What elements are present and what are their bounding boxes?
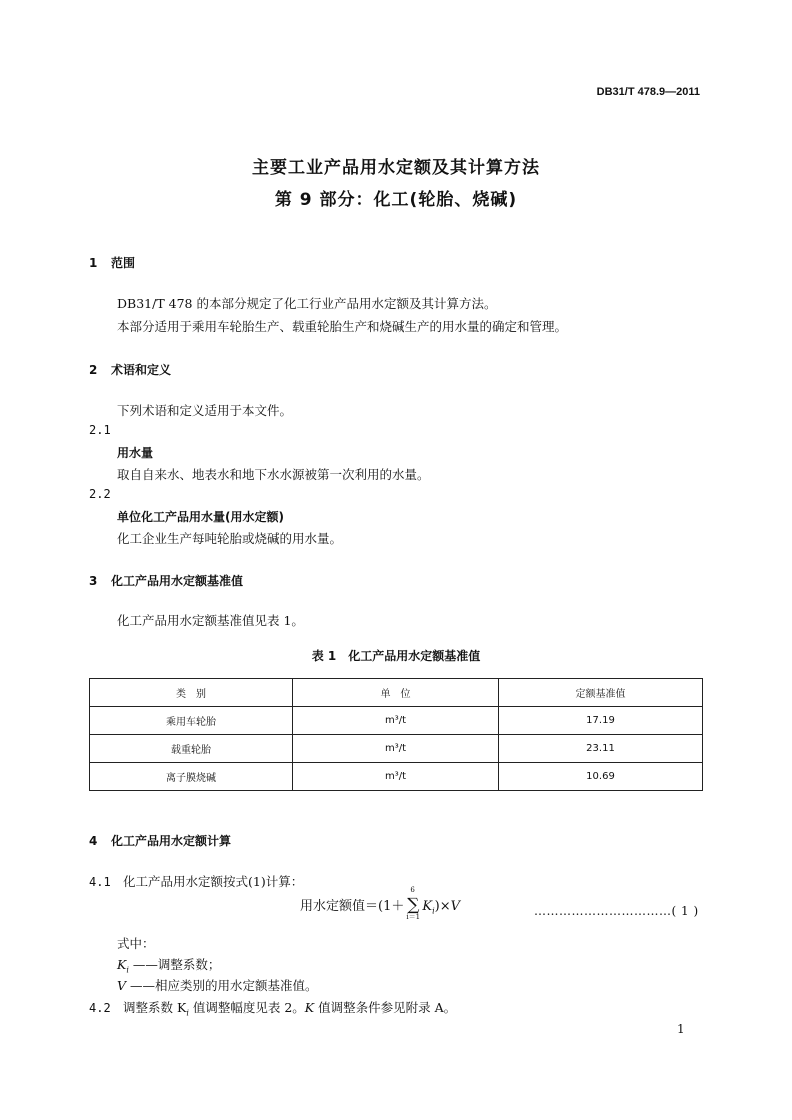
sum-lower-limit: i＝1: [406, 913, 421, 921]
section-1-heading: [89, 254, 135, 271]
section-1-paragraph-1: DB31/T 478 的本部分规定了化工行业产品用水定额及其计算方法。: [117, 296, 497, 311]
section-number: 2: [89, 363, 98, 377]
formula-rhs: )×: [434, 899, 451, 914]
symbol-k-sub: i: [126, 965, 129, 975]
symbol-k-definition: [117, 955, 220, 975]
table-cell: 17.19: [499, 707, 703, 735]
symbol-v-desc: ——相应类别的用水定额基准值。: [130, 978, 318, 993]
table-cell: 乘用车轮胎: [90, 707, 293, 735]
where-label: 式中：: [117, 936, 155, 951]
sum-upper-limit: 6: [410, 886, 415, 894]
formula-1: [300, 886, 460, 921]
table-row: [90, 707, 703, 735]
table-row: [90, 763, 703, 791]
summation: [404, 886, 422, 921]
table-header-cell: 类 别: [90, 679, 293, 707]
formula-term-sub: i: [432, 906, 435, 916]
table-cell: 10.69: [499, 763, 703, 791]
formula-lhs: 用水定额值＝(1＋: [300, 899, 405, 914]
section-title: 化工产品用水定额基准值: [111, 574, 244, 588]
clause-text-tail: 值调整条件参见附录 A。: [314, 1000, 457, 1015]
section-4-heading: [89, 832, 231, 849]
clause-4-1: [89, 872, 303, 890]
document-title-line1: 主要工业产品用水定额及其计算方法: [252, 158, 540, 178]
clause-text: 化工产品用水定额按式(1)计算：: [123, 874, 304, 889]
table-header-cell: 单 位: [293, 679, 499, 707]
clause-number: 4.2: [89, 1001, 111, 1015]
term-2-2-title: 单位化工产品用水量(用水定额): [117, 510, 284, 524]
table-header-cell: 定额基准值: [499, 679, 703, 707]
formula-leader: [534, 904, 699, 918]
term-2-1-definition: 取自自来水、地表水和地下水水源被第一次利用的水量。: [117, 467, 430, 482]
symbol-v-definition: [117, 976, 318, 994]
term-2-2-number: 2.2: [89, 487, 111, 501]
section-title: 范围: [111, 256, 136, 270]
table-cell: m³/t: [293, 707, 499, 735]
table-cell: m³/t: [293, 735, 499, 763]
section-3-paragraph-1: 化工产品用水定额基准值见表 1。: [117, 613, 304, 628]
symbol-k-desc: ——调整系数；: [132, 957, 221, 972]
clause-text: 调整系数 K: [123, 1000, 187, 1015]
section-title: 术语和定义: [111, 363, 172, 377]
leader-dots: ……………………………: [534, 904, 672, 918]
equation-number: ( 1 ): [671, 904, 699, 918]
clause-text-rest: 值调整幅度见表 2。: [188, 1000, 305, 1015]
clause-number: 4.1: [89, 875, 111, 889]
clause-4-2: [89, 998, 456, 1018]
formula-v: V: [450, 899, 460, 914]
section-3-heading: [89, 572, 243, 589]
section-number: 3: [89, 574, 98, 588]
sum-symbol: ∑: [407, 895, 420, 915]
table-cell: 载重轮胎: [90, 735, 293, 763]
section-number: 4: [89, 834, 98, 848]
symbol-k: K: [117, 957, 127, 972]
table-cell: 离子膜烧碱: [90, 763, 293, 791]
section-2-heading: [89, 361, 171, 378]
section-number: 1: [89, 256, 98, 270]
clause-sub: i: [186, 1008, 189, 1018]
table-1: [89, 678, 703, 791]
table-cell: 23.11: [499, 735, 703, 763]
clause-k: K: [304, 1000, 315, 1015]
term-2-2-definition: 化工企业生产每吨轮胎或烧碱的用水量。: [117, 531, 343, 546]
formula-term: K: [422, 899, 433, 914]
table-row: [90, 735, 703, 763]
term-2-1-title: 用水量: [117, 446, 154, 460]
table-header-row: [90, 679, 703, 707]
document-code: DB31/T 478.9—2011: [596, 86, 700, 98]
document-title-line2: 第 9 部分：化工(轮胎、烧碱): [274, 190, 518, 210]
section-1-paragraph-2: 本部分适用于乘用车轮胎生产、载重轮胎生产和烧碱生产的用水量的确定和管理。: [117, 319, 568, 334]
page-number: 1: [677, 1022, 685, 1036]
table-1-caption: 表 1 化工产品用水定额基准值: [311, 649, 481, 663]
table-cell: m³/t: [293, 763, 499, 791]
section-2-paragraph-1: 下列术语和定义适用于本文件。: [117, 403, 293, 418]
symbol-v: V: [117, 978, 127, 993]
term-2-1-number: 2.1: [89, 423, 111, 437]
section-title: 化工产品用水定额计算: [111, 834, 232, 848]
